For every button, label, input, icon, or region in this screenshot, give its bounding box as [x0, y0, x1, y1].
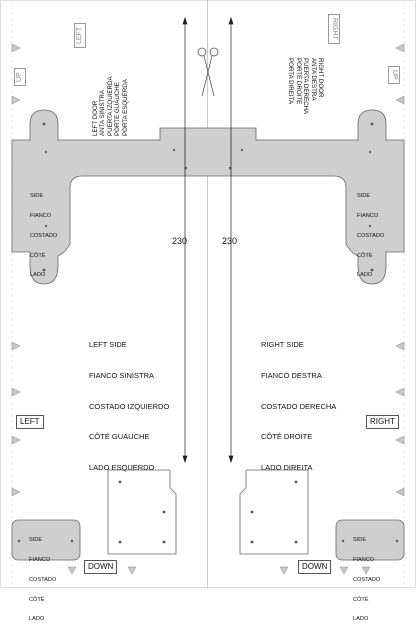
label-left: LEFT: [16, 415, 44, 429]
dimension-left: 230: [172, 236, 188, 246]
right-door-line: ANTA DESTRA: [309, 58, 317, 101]
left-door-line: PUERTA IZQUIERDA: [106, 76, 114, 136]
right-door-line: PORTE DROITE: [294, 58, 302, 105]
scissors-icon: [198, 48, 218, 96]
label-left-top: LEFT: [74, 23, 86, 48]
right-door-line: PUERTA DERECHA: [302, 58, 310, 115]
right-door-line: RIGHT DOOR: [317, 58, 324, 98]
left-door-line: ANTA SINISTRA: [99, 90, 107, 136]
side-tab-left-labels: SIDE FIANCO COSTADO CÔTÉ LADO: [29, 537, 57, 623]
side-tab-right-labels: SIDE FIANCO COSTADO CÔTÉ LADO: [353, 537, 381, 623]
side-label-left: SIDE FIANCO COSTADO CÔTÉ LADO: [30, 193, 58, 279]
left-door-line: PORTE GUAUCHE: [114, 82, 122, 136]
label-right-top: RIGHT: [328, 14, 340, 44]
label-up-right: UP: [388, 66, 400, 84]
hinge-template: [12, 110, 404, 284]
left-door-line: PORTA ESQUERDA: [121, 79, 129, 136]
left-door-labels: [92, 76, 129, 136]
left-door-line: LEFT DOOR: [92, 100, 99, 136]
label-right: RIGHT: [366, 415, 399, 429]
triangle-marker-icon: [12, 44, 404, 574]
label-up-left: UP: [14, 68, 26, 86]
right-door-line: PORTA DIREITA: [287, 58, 295, 105]
right-side-labels: RIGHT SIDE FIANCO DESTRA COSTADO DERECHA CÔTÉ DROITE LADO DIREITA: [261, 340, 337, 472]
page-border: [1, 1, 416, 588]
side-label-right: SIDE FIANCO COSTADO CÔTÉ LADO: [357, 193, 385, 279]
right-door-labels: [287, 58, 324, 114]
label-down-right: DOWN: [298, 560, 331, 574]
label-down-left: DOWN: [84, 560, 117, 574]
left-side-labels: LEFT SIDE FIANCO SINISTRA COSTADO IZQUIERDO CÔTÉ GUAUCHE LADO ESQUERDO: [89, 340, 170, 472]
dimension-right: 230: [222, 236, 238, 246]
